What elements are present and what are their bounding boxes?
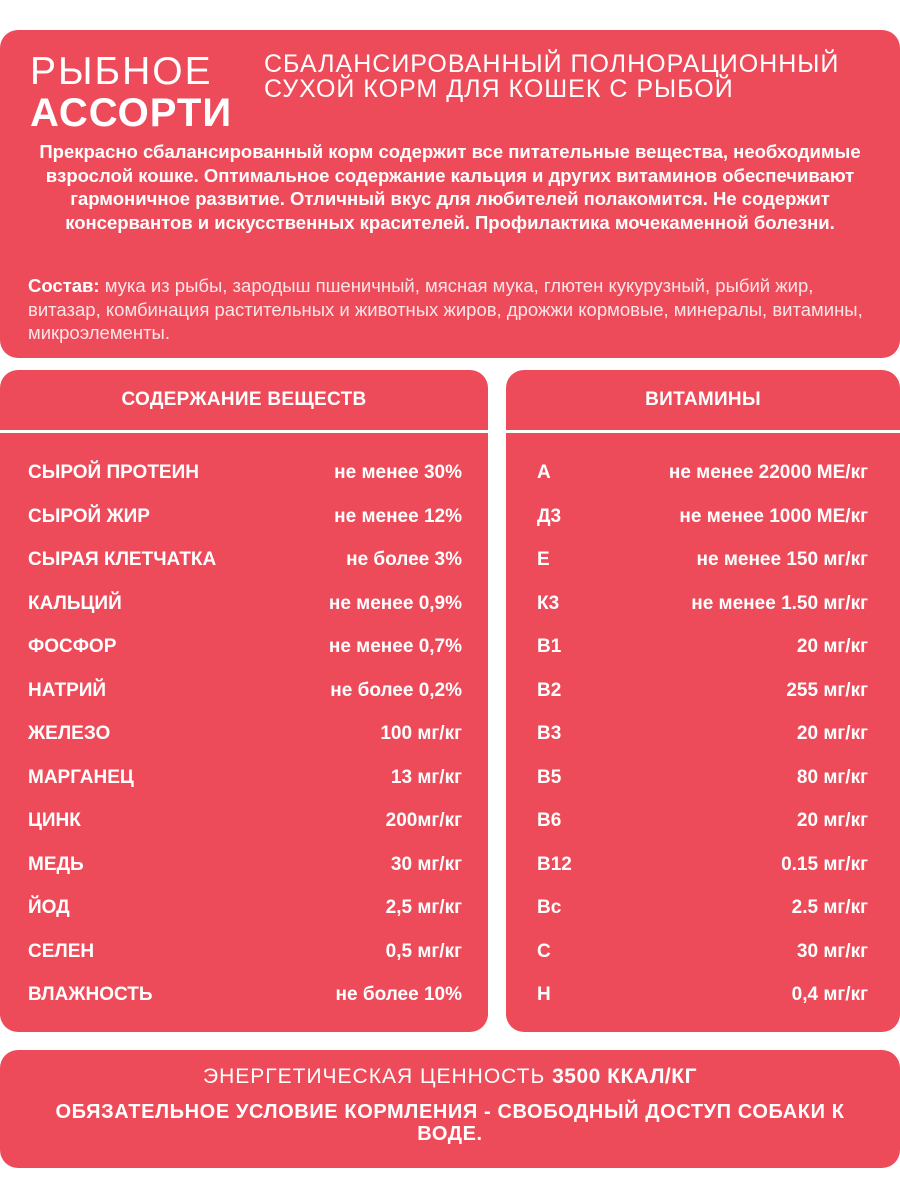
- feeding-condition: ОБЯЗАТЕЛЬНОЕ УСЛОВИЕ КОРМЛЕНИЯ - СВОБОДНЫЙ ДОСТУП СОБАКИ К ВОДЕ.: [55, 1101, 845, 1145]
- vitamin-row: [506, 973, 900, 1017]
- nutrient-row-value: 100 мг/кг: [380, 723, 462, 744]
- vitamin-row-value: не менее 1000 МЕ/кг: [679, 505, 868, 527]
- nutrient-row: [0, 799, 488, 843]
- energy-value-line: [0, 1065, 900, 1089]
- nutrient-row-value: 2,5 мг/кг: [385, 897, 462, 918]
- energy-panel: [0, 1050, 900, 1168]
- composition-text: мука из рыбы, зародыш пшеничный, мясная мука, глютен кукурузный, рыбий жир, витазар, комбинация растительных и животных жиров, дрожжи кормовые, минералы, витамины, микроэлементы.: [28, 275, 863, 343]
- vitamin-row-name: В5: [537, 766, 562, 788]
- vitamin-row-name: Д3: [537, 505, 562, 527]
- nutrient-row-name: ВЛАЖНОСТЬ: [28, 984, 153, 1005]
- vitamin-row-value: 0,4 мг/кг: [791, 984, 868, 1005]
- product-subtitle-line1: СБАЛАНСИРОВАННЫЙ ПОЛНОРАЦИОННЫЙ: [264, 50, 840, 78]
- product-info-panel: [0, 30, 900, 358]
- product-title: [30, 52, 250, 133]
- nutrient-row: [0, 582, 488, 626]
- nutrient-row-name: СЫРАЯ КЛЕТЧАТКА: [28, 549, 217, 570]
- vitamin-row: [506, 495, 900, 539]
- nutrients-table-header: СОДЕРЖАНИЕ ВЕЩЕСТВ: [0, 370, 488, 433]
- vitamin-row-name: В6: [537, 810, 562, 831]
- nutrient-row-name: МЕДЬ: [28, 853, 84, 875]
- nutrient-row-value: не более 3%: [346, 549, 462, 570]
- nutrient-row: [0, 451, 488, 495]
- nutrient-row-value: не менее 12%: [334, 505, 462, 527]
- vitamin-row-name: Е: [537, 549, 550, 570]
- nutrient-row: [0, 538, 488, 582]
- nutrient-row: [0, 843, 488, 887]
- product-subtitle: [264, 52, 884, 102]
- vitamin-row-value: не менее 1.50 мг/кг: [691, 592, 868, 614]
- vitamin-row-name: В1: [537, 636, 562, 657]
- nutrient-row-name: ФОСФОР: [28, 636, 117, 657]
- vitamin-row-value: не менее 150 мг/кг: [696, 549, 868, 570]
- vitamin-row: [506, 625, 900, 669]
- vitamin-row: [506, 886, 900, 930]
- vitamins-table-body: [506, 451, 900, 1017]
- nutrient-row-name: МАРГАНЕЦ: [28, 766, 134, 788]
- nutrient-row-value: не менее 30%: [334, 462, 462, 483]
- nutrient-row-name: НАТРИЙ: [28, 679, 107, 701]
- vitamin-row-name: К3: [537, 592, 560, 614]
- nutrient-row-name: КАЛЬЦИЙ: [28, 592, 122, 614]
- product-title-line2: АССОРТИ: [30, 91, 233, 135]
- vitamin-row-name: В12: [537, 853, 572, 875]
- energy-value: 3500 ККАЛ/КГ: [552, 1065, 697, 1088]
- vitamins-table-header: ВИТАМИНЫ: [506, 370, 900, 433]
- vitamin-row: [506, 582, 900, 626]
- vitamin-row-name: А: [537, 462, 551, 483]
- nutrient-row-value: не более 10%: [335, 984, 462, 1005]
- vitamin-row: [506, 930, 900, 974]
- nutrient-row-value: 30 мг/кг: [390, 853, 462, 875]
- nutrient-row-name: ЙОД: [28, 897, 70, 918]
- nutrient-row-name: ЖЕЛЕЗО: [28, 723, 111, 744]
- nutrient-row: [0, 756, 488, 800]
- vitamin-row-name: Вс: [537, 897, 562, 918]
- nutrient-row: [0, 886, 488, 930]
- vitamin-row: [506, 538, 900, 582]
- nutrient-row: [0, 973, 488, 1017]
- nutrient-row-value: 200мг/кг: [385, 810, 462, 831]
- vitamin-row: [506, 756, 900, 800]
- nutrient-row: [0, 712, 488, 756]
- vitamin-row: [506, 712, 900, 756]
- product-title-line1: РЫБНОЕ: [30, 50, 213, 93]
- nutrient-row-name: ЦИНК: [28, 810, 81, 831]
- nutrient-row-value: не менее 0,9%: [328, 592, 462, 614]
- nutrients-table-body: [0, 451, 488, 1017]
- vitamin-row-value: не менее 22000 МЕ/кг: [668, 462, 868, 483]
- vitamin-row-name: В2: [537, 679, 562, 701]
- vitamin-row-value: 30 мг/кг: [796, 940, 868, 962]
- nutrient-row-value: 0,5 мг/кг: [385, 940, 462, 962]
- product-description: Прекрасно сбалансированный корм содержит все питательные вещества, необходимые взрослой кошке. Оптимальное содержание кальция и других витаминов обеспечивают гармоничное развитие. Отличный вкус для любителей полакомится. Не содержит консервантов и искусственных красителей. Профилактика мочекаменной болезни.: [39, 141, 861, 233]
- nutrient-row-value: не менее 0,7%: [328, 636, 462, 657]
- vitamin-row: [506, 799, 900, 843]
- vitamin-row-value: 20 мг/кг: [796, 810, 868, 831]
- vitamin-row-value: 2.5 мг/кг: [791, 897, 868, 918]
- vitamin-row: [506, 669, 900, 713]
- vitamin-row-name: В3: [537, 723, 562, 744]
- composition: [28, 274, 878, 345]
- nutrients-table: [0, 370, 488, 1032]
- nutrient-row: [0, 669, 488, 713]
- vitamin-row-value: 20 мг/кг: [796, 636, 868, 657]
- nutrient-row-value: 13 мг/кг: [390, 766, 462, 788]
- energy-label: ЭНЕРГЕТИЧЕСКАЯ ЦЕННОСТЬ: [202, 1065, 553, 1088]
- nutrient-row-value: не более 0,2%: [330, 679, 462, 701]
- vitamins-table: [506, 370, 900, 1032]
- product-subtitle-line2: СУХОЙ КОРМ ДЛЯ КОШЕК С РЫБОЙ: [264, 75, 734, 103]
- vitamin-row-value: 80 мг/кг: [796, 766, 868, 788]
- nutrient-row: [0, 930, 488, 974]
- vitamin-row: [506, 843, 900, 887]
- vitamin-row: [506, 451, 900, 495]
- nutrient-row-name: СЫРОЙ ПРОТЕИН: [28, 462, 199, 483]
- nutrient-row: [0, 625, 488, 669]
- vitamin-row-name: С: [537, 940, 551, 962]
- vitamin-row-value: 255 мг/кг: [786, 679, 868, 701]
- nutrient-row-name: СЫРОЙ ЖИР: [28, 505, 150, 527]
- vitamin-row-value: 20 мг/кг: [796, 723, 868, 744]
- nutrient-row-name: СЕЛЕН: [28, 940, 95, 962]
- vitamin-row-name: Н: [537, 984, 551, 1005]
- composition-label: Состав:: [28, 275, 100, 296]
- vitamin-row-value: 0.15 мг/кг: [781, 853, 868, 875]
- nutrient-row: [0, 495, 488, 539]
